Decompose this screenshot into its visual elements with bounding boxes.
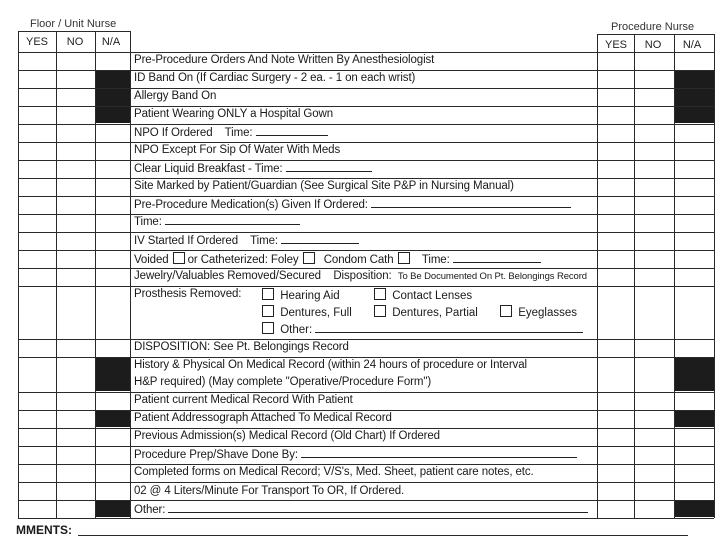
condom-cath-label: Condom Cath <box>323 254 394 266</box>
row-separator <box>18 428 714 429</box>
shaded-cell <box>674 357 714 391</box>
dentures-full-label: Dentures, Full <box>280 307 352 319</box>
row-separator <box>18 464 714 465</box>
row-separator <box>18 268 714 269</box>
iv-label: IV Started If Ordered Time: <box>134 235 279 247</box>
row-other <box>134 503 588 516</box>
row-oxygen: 02 @ 4 Liters/Minute For Transport To OR, If Ordered. <box>134 485 405 497</box>
row-npo <box>134 126 328 139</box>
row-separator <box>18 250 714 251</box>
row-site-marked: Site Marked by Patient/Guardian (See Surgical Site P&P in Nursing Manual) <box>134 180 514 192</box>
npo-label: NPO If Ordered Time: <box>134 127 253 139</box>
row-separator <box>18 214 714 215</box>
row-separator <box>18 52 714 53</box>
row-separator <box>18 357 714 358</box>
voided-label: Voided <box>134 254 169 266</box>
row-iv-started <box>134 234 359 247</box>
eyeglasses-label: Eyeglasses <box>518 307 578 319</box>
row-separator <box>18 124 714 125</box>
contact-lenses-label: Contact Lenses <box>392 290 473 302</box>
contact-lenses-checkbox[interactable] <box>374 288 386 300</box>
row-hp-required: H&P required) (May complete "Operative/Procedure Form") <box>134 376 432 388</box>
row-id-band: ID Band On (If Cardiac Surgery - 2 ea. - 1 on each wrist) <box>134 72 416 84</box>
procedure-prep-field[interactable] <box>301 448 577 458</box>
row-separator <box>18 446 714 447</box>
dentures-partial-checkbox[interactable] <box>374 305 386 317</box>
column-divider <box>18 31 19 518</box>
comments-field[interactable] <box>78 535 688 536</box>
iv-time-field[interactable] <box>281 234 359 244</box>
voided-time-field[interactable] <box>453 253 541 263</box>
shaded-cell <box>95 410 130 427</box>
row-npo-except: NPO Except For Sip Of Water With Meds <box>134 144 341 156</box>
dentures-full-checkbox[interactable] <box>262 305 274 317</box>
column-divider <box>674 34 675 518</box>
row-previous-admission: Previous Admission(s) Medical Record (Old Chart) If Ordered <box>134 430 440 442</box>
jewelry-note: To Be Documented On Pt. Belongings Record <box>397 271 587 282</box>
catheterized-label: or Catheterized: Foley <box>187 254 299 266</box>
row-separator <box>18 286 714 287</box>
other-prosthesis-checkbox[interactable] <box>262 322 274 334</box>
voided-checkbox[interactable] <box>173 252 185 264</box>
column-divider <box>634 34 635 518</box>
prosthesis-label: Prosthesis Removed: <box>134 288 242 300</box>
row-separator <box>18 518 714 519</box>
row-separator <box>18 88 714 89</box>
header-border <box>18 31 130 32</box>
shaded-cell <box>674 500 714 517</box>
prosthesis-option <box>374 305 478 319</box>
row-separator <box>18 500 714 501</box>
column-divider <box>56 31 57 518</box>
proc-no-header: NO <box>644 39 662 51</box>
clear-liquid-time-field[interactable] <box>286 162 372 172</box>
eyeglasses-checkbox[interactable] <box>500 305 512 317</box>
row-pre-procedure-orders: Pre-Procedure Orders And Note Written By Anesthesiologist <box>134 54 435 66</box>
row-separator <box>18 106 714 107</box>
shaded-cell <box>95 71 130 123</box>
header-border <box>598 34 714 35</box>
medication-field[interactable] <box>371 198 571 208</box>
row-jewelry <box>134 270 587 282</box>
row-medical-record: Patient current Medical Record With Patient <box>134 394 353 406</box>
medication-label: Pre-Procedure Medication(s) Given If Ordered: <box>134 199 368 211</box>
shaded-cell <box>95 500 130 517</box>
hearing-aid-checkbox[interactable] <box>262 288 274 300</box>
row-separator <box>18 410 714 411</box>
row-completed-forms: Completed forms on Medical Record; V/S's, Med. Sheet, patient care notes, etc. <box>134 466 534 478</box>
row-addressograph: Patient Addressograph Attached To Medical Record <box>134 412 392 424</box>
voided-time-label: Time: <box>421 254 450 266</box>
shaded-cell <box>674 71 714 123</box>
row-separator <box>18 482 714 483</box>
proc-yes-header: YES <box>604 39 627 51</box>
hearing-aid-label: Hearing Aid <box>280 290 340 302</box>
prosthesis-option <box>500 305 577 319</box>
medication-time-field[interactable] <box>165 215 300 225</box>
floor-no-header: NO <box>66 36 84 48</box>
procedure-prep-label: Procedure Prep/Shave Done By: <box>134 449 298 461</box>
row-disposition: DISPOSITION: See Pt. Belongings Record <box>134 341 349 353</box>
row-voided <box>134 252 541 266</box>
row-hospital-gown: Patient Wearing ONLY a Hospital Gown <box>134 108 334 120</box>
shaded-cell <box>674 410 714 427</box>
row-separator <box>18 339 714 340</box>
row-separator <box>18 160 714 161</box>
floor-na-header: N/A <box>101 36 121 48</box>
floor-nurse-title: Floor / Unit Nurse <box>30 18 117 30</box>
jewelry-label: Jewelry/Valuables Removed/Secured Disposition: <box>134 270 392 282</box>
floor-yes-header: YES <box>25 36 48 48</box>
other-prosthesis-field[interactable] <box>315 323 583 333</box>
row-separator <box>18 178 714 179</box>
clear-liquid-label: Clear Liquid Breakfast - Time: <box>134 163 283 175</box>
column-divider <box>597 34 598 518</box>
proc-na-header: N/A <box>682 39 702 51</box>
row-pre-procedure-medication <box>134 198 571 211</box>
procedure-nurse-title: Procedure Nurse <box>611 21 695 33</box>
column-divider <box>95 31 96 518</box>
row-separator <box>18 232 714 233</box>
condom-cath-checkbox[interactable] <box>398 252 410 264</box>
row-medication-time <box>134 215 300 228</box>
prosthesis-option <box>262 305 352 319</box>
row-separator <box>18 392 714 393</box>
dentures-partial-label: Dentures, Partial <box>392 307 478 319</box>
row-separator <box>18 196 714 197</box>
shaded-cell <box>95 357 130 391</box>
column-divider <box>714 34 715 518</box>
row-allergy-band: Allergy Band On <box>134 90 217 102</box>
medication-time-label: Time: <box>134 216 162 228</box>
prosthesis-option <box>262 322 583 336</box>
column-divider <box>130 31 131 518</box>
row-history-physical: History & Physical On Medical Record (within 24 hours of procedure or Interval <box>134 359 527 371</box>
other-label: Other: <box>134 504 166 516</box>
other-field[interactable] <box>168 503 588 513</box>
foley-checkbox[interactable] <box>303 252 315 264</box>
row-separator <box>18 70 714 71</box>
row-procedure-prep <box>134 448 577 461</box>
npo-time-field[interactable] <box>256 126 328 136</box>
comments-label: MMENTS: <box>16 523 72 537</box>
prosthesis-option <box>374 288 472 302</box>
prosthesis-option <box>262 288 340 302</box>
row-separator <box>18 142 714 143</box>
row-clear-liquid <box>134 162 372 175</box>
other-prosthesis-label: Other: <box>280 324 313 336</box>
